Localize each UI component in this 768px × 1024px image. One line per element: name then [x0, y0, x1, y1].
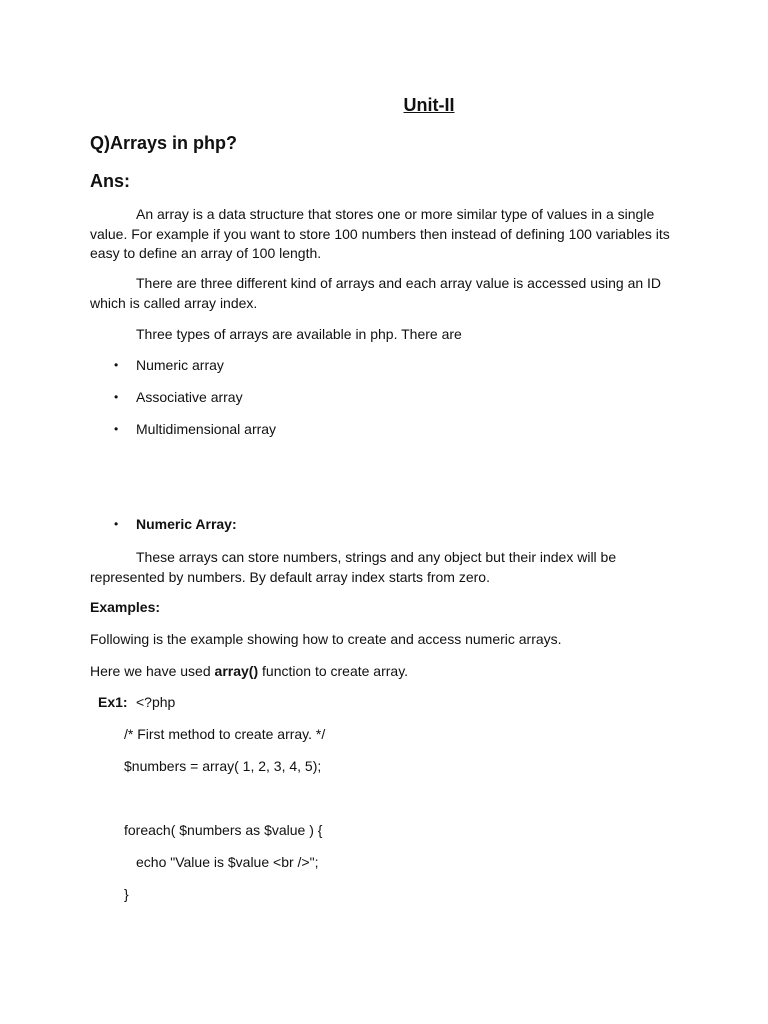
array-function-note: [90, 663, 408, 679]
page-title: Unit-II: [403, 95, 455, 115]
bullet-marker: •: [114, 358, 119, 372]
note-suffix: function to create array.: [258, 663, 409, 679]
code-line: $numbers = array( 1, 2, 3, 4, 5);: [124, 758, 322, 774]
types-intro: Three types of arrays are available in php. There are: [136, 326, 462, 342]
bullet-marker: •: [114, 422, 119, 436]
numeric-paragraph: These arrays can store numbers, strings and any object but their index will be represented by numbers. By default array index starts from zero.: [90, 549, 617, 585]
note-prefix: Here we have used: [90, 663, 215, 679]
code-line: /* First method to create array. */: [124, 726, 326, 742]
list-item-numeric: Numeric array: [136, 357, 224, 373]
list-item-multidimensional: Multidimensional array: [136, 421, 277, 437]
code-line: <?php: [136, 694, 176, 710]
bullet-marker: •: [114, 390, 119, 404]
answer-heading: Ans:: [90, 171, 130, 191]
bullet-marker: •: [114, 517, 119, 531]
code-line: echo "Value is $value <br />";: [136, 854, 319, 870]
question-heading: Q)Arrays in php?: [90, 133, 238, 153]
numeric-array-heading: Numeric Array:: [136, 516, 237, 532]
note-function-name: array(): [214, 663, 259, 679]
code-line: }: [124, 886, 129, 902]
example-description: Following is the example showing how to create and access numeric arrays.: [90, 631, 562, 647]
list-item-associative: Associative array: [136, 389, 243, 405]
ex1-label: Ex1:: [98, 694, 128, 710]
examples-label: Examples:: [90, 599, 161, 615]
intro-paragraph: An array is a data structure that stores one or more similar type of values in a single value. For example if you want to store 100 numbers then instead of defining 100 variables its easy to define an array of 100 length.: [90, 206, 670, 261]
kinds-paragraph: There are three different kind of arrays and each array value is accessed using an ID which is called array index.: [90, 275, 662, 311]
code-line: foreach( $numbers as $value ) {: [124, 822, 323, 838]
